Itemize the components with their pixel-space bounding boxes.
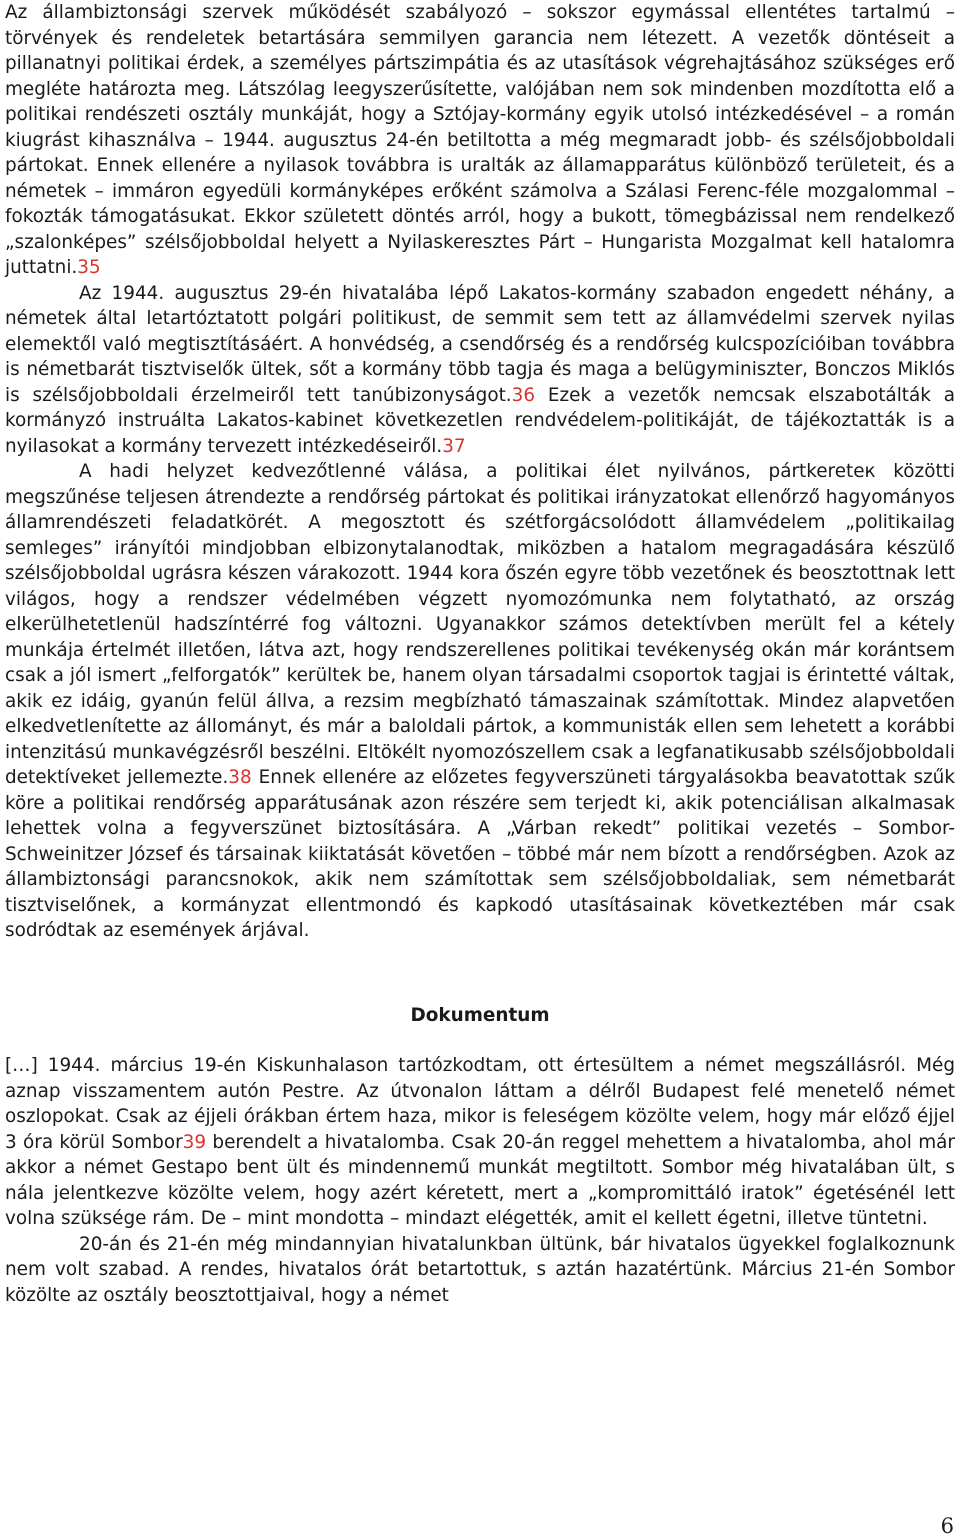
body-paragraph-1	[5, 0, 955, 281]
paragraph-text: Ezek a vezetők nemcsak elszabotálták a kormányzó instruálta Lakatos-kabinet következetlen rendvédelem-politikáját, de tájékoztatták is a nyilasokat a kormány tervezett intézkedéseiről.	[5, 384, 956, 457]
paragraph-text: Ennek ellenére az előzetes fegyverszüneti tárgyalásokba beavatottak szűk köre a politikai rendőrség apparátusának azon részére sem terjedt ki, akik potenciálisan alkalmasak lehettek volna a fegyverszünet biztosítására. A „Várban rekedt” politikai vezetés – Sombor-Schweinitzer József és társainak kiiktatását követően – többé már nem bízott a rendőrségben. Azok az állambiztonsági parancsnokok, akik nem számítottak sem szélsőjobboldaliak, sem németbarát tisztviselőnek, a kormányzat ellentmondó és kapkodó utasításainak következtében már csak sodródtak az események árjával.	[5, 767, 955, 941]
footnote-ref-39[interactable]: 39	[182, 1131, 207, 1153]
document-paragraph-2	[5, 1232, 955, 1309]
paragraph-text: 20-án és 21-én még mindannyian hivatalunkban ültünk, bár hivatalos ügyekkel foglalkoznunk nem volt szabad. A rendes, hivatalos órát betartottuk, s aztán hazatértünk. Március 21-én Sombor közölte az osztály beosztottjaival, hogy a német	[5, 1233, 955, 1306]
paragraph-text: berendelt a hivatalomba. Csak 20-án reggel mehettem a hivatalomba, ahol már akkor a német Gestapo bent ült és mindennemű munkát megtiltott. Sombor még hivatalában ült, s nála jelentkezve közölte velem, hogy azért kéretett, mert a „kompromittáló iratok” égetésénél lett volna szüksége rám. De – mint mondotta – mindazt elégették, amit el kellett égetni, illetve tüntetni.	[5, 1131, 955, 1229]
footnote-ref-35[interactable]: 35	[77, 257, 101, 278]
paragraph-text: A hadi helyzet kedvezőtlenné válása, a politikai élet nyilvános, pártkereteк közötti megszűnése teljesen átrendezte a rendőrség pártokat és politikai irányzatokat ellenőrző hagyományos államrendészeti feladatkörét. A megosztott és szétforgácsolódott államvédelem „politikailag semleges” irányítói mindjobban elbizonytalanodtak, miközben a hatalom megragadására készülő szélsőjobboldal ugrásra készen várakozott. 1944 kora őszén egyre több vezetőnek és beosztottnak lett világos, hogy a rendszer védelmében végzett nyomozómunka nem folytatható, az ország elkerülhetetlenül hadszíntérré fog változni. Ugyanakkor számos detektívben merült fel a kétely munkája értelmét illetően, látva azt, hogy rendszerellenes politikai tevékenység okán már korántsem csak a jól ismert „felforgatók” kerültek be, hanem olyan társadalmi csoportok tagjai is érintetté váltak, akik ez idáig, gyanún felül állva, a rezsim megbízható támaszainak számítottak. Mindez alapvetően elkedvetlenítette az állományt, és már a baloldali pártok, a kommunisták ellen sem lehetett a korábbi intenzitású munkavégzésről beszélni. Eltökélt nyomozószellem csak a legfanatikusabb szélsőjobboldali detektíveket jellemezte.	[5, 461, 955, 788]
document-page	[5, 0, 955, 1308]
body-paragraph-2	[5, 281, 955, 460]
footnote-ref-37[interactable]: 37	[442, 435, 466, 457]
footnote-ref-38[interactable]: 38	[228, 767, 252, 788]
body-paragraph-3	[5, 459, 955, 944]
paragraph-text: […] 1944. március 19-én Kiskunhalason tartózkodtam, ott értesültem a német megszállásról. Még aznap visszamentem autón Pestre. Az útvonalon láttam a délről Budapest felé menetelő német oszlopokat. Csak az éjjeli órákban értem haza, mikor is feleségem közölte velem, hogy már előző éjjel 3 óra körül Sombor	[5, 1055, 955, 1153]
page-number: 6	[940, 1514, 954, 1538]
paragraph-text: Az állambiztonsági szervek működését szabályozó – sokszor egymással ellentétes tartalmú – törvények és rendeletek betartására semmilyen garancia nem létezett. A vezetők döntéseit a pillanatnyi politikai érdek, a személyes pártszimpátia és az utasítások végrehajtásához szükséges erő megléte határozta meg. Látszólag leegyszerűsítette, valójában nem sok mindenben mozdította elő a politikai rendészeti osztály munkáját, hogy a Sztójay-kormány egyik utolsó intézkedésével – a román kiugrást kihasználva – 1944. augusztus 24-én betiltotta a még megmaradt jobb- és szélsőjobboldali pártokat. Ennek ellenére a nyilasok továbbra is uralták az államapparátus különböző területeit, és a németek – immáron egyedüli kormányképes erőként számolva a Szálasi Ferenc-féle mozgalommal – fokozták támogatásukat. Ekkor született döntés arról, hogy a bukott, tömegbázissal nem rendelkező „szalonképes” szélsőjobboldal helyett a Nyilaskeresztes Párt – Hungarista Mozgalmat kell hatalomra juttatni.	[5, 2, 955, 278]
paragraph-text: Az 1944. augusztus 29-én hivatalába lépő Lakatos-kormány szabadon engedett néhány, a németek által letartóztatott polgári politikust, de semmit sem tett az államvédelmi szervek nyilas elemektől való megtisztításáért. A honvédség, a csendőrség és a rendőrség kulcspozícióiban továbbra is németbarát tisztviselők ültek, sőt a kormány több tagja és maga a belügyminiszter, Bonczos Miklós is szélsőjobboldali érzelmeiről tett tanúbizonyságot.	[5, 282, 955, 406]
footnote-ref-36[interactable]: 36	[511, 384, 536, 406]
section-heading: Dokumentum	[410, 1004, 550, 1026]
document-paragraph-1	[5, 1053, 955, 1232]
